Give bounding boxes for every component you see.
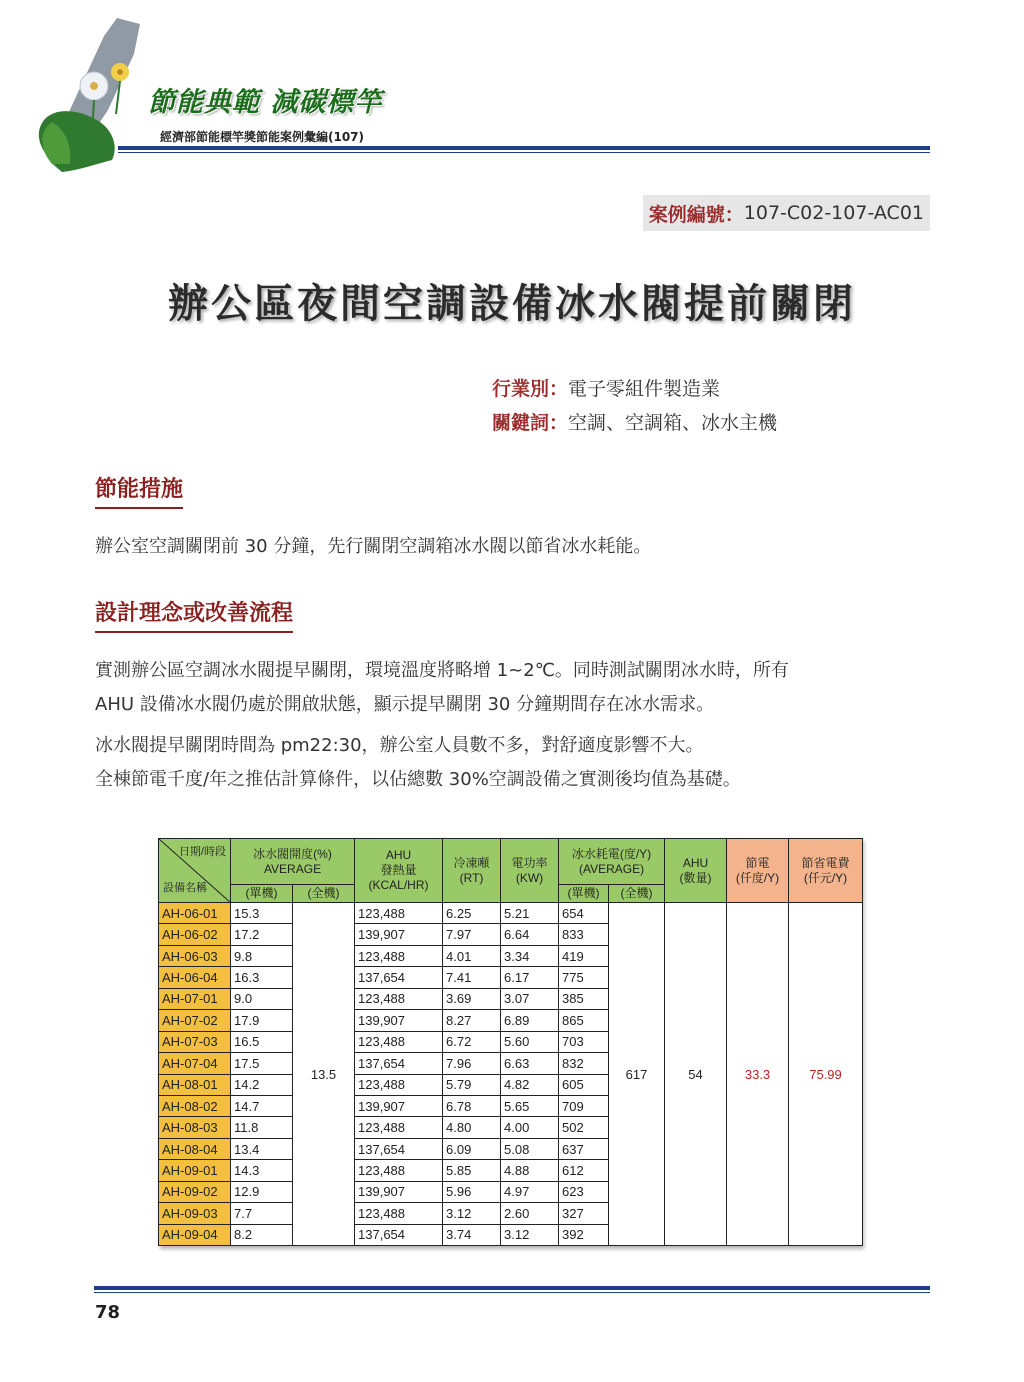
cost-cell: 75.99	[789, 903, 863, 1246]
valve-single-cell: 12.9	[231, 1181, 293, 1202]
kw-cell: 2.60	[501, 1203, 559, 1224]
row-id-cell: AH-09-01	[159, 1160, 231, 1181]
water-all-header: (全機)	[609, 885, 665, 903]
valve-all-header: (全機)	[293, 885, 355, 903]
ahu-heat-cell: 139,907	[355, 924, 443, 945]
water-single-cell: 832	[559, 1053, 609, 1074]
ahu-heat-cell: 139,907	[355, 1095, 443, 1116]
brand-title: 節能典範 減碳標竿	[148, 87, 383, 118]
kw-cell: 5.60	[501, 1031, 559, 1052]
kw-cell: 4.82	[501, 1074, 559, 1095]
table-row	[159, 903, 863, 924]
valve-single-cell: 8.2	[231, 1224, 293, 1245]
row-id-cell: AH-06-02	[159, 924, 231, 945]
kw-cell: 6.89	[501, 1010, 559, 1031]
valve-single-cell: 17.9	[231, 1010, 293, 1031]
ahu-count-header: AHU (數量)	[665, 839, 727, 903]
kw-cell: 4.88	[501, 1160, 559, 1181]
valve-single-cell: 14.3	[231, 1160, 293, 1181]
water-header: 冰水耗電(度/Y) (AVERAGE)	[559, 839, 665, 885]
kw-header: 電功率 (KW)	[501, 839, 559, 903]
corner-header	[159, 839, 231, 903]
valve-single-cell: 9.8	[231, 945, 293, 966]
ahu-heat-header: AHU 發熱量 (KCAL/HR)	[355, 839, 443, 903]
row-id-cell: AH-08-01	[159, 1074, 231, 1095]
kw-cell: 5.21	[501, 903, 559, 924]
rt-cell: 6.78	[443, 1095, 501, 1116]
rt-cell: 6.09	[443, 1138, 501, 1159]
design-line-4: 全棟節電千度/年之推估計算條件，以佔總數 30%空調設備之實測後均值為基礎。	[95, 769, 741, 790]
keywords-value: 空調、空調箱、冰水主機	[568, 412, 778, 434]
cost-header: 節省電費 (仟元/Y)	[789, 839, 863, 903]
kw-cell: 6.17	[501, 967, 559, 988]
row-id-cell: AH-07-01	[159, 988, 231, 1009]
header-divider-thin	[118, 152, 930, 153]
rt-cell: 3.74	[443, 1224, 501, 1245]
rt-cell: 4.80	[443, 1117, 501, 1138]
row-id-cell: AH-09-04	[159, 1224, 231, 1245]
header-divider	[118, 146, 930, 150]
page-number: 78	[95, 1302, 121, 1323]
ahu-heat-cell: 137,654	[355, 1053, 443, 1074]
water-single-cell: 709	[559, 1095, 609, 1116]
rt-cell: 6.25	[443, 903, 501, 924]
keywords-row	[492, 408, 777, 435]
ahu-heat-cell: 123,488	[355, 1031, 443, 1052]
rt-cell: 5.85	[443, 1160, 501, 1181]
brand-subtitle: 經濟部節能標竿獎節能案例彙編(107)	[160, 130, 365, 144]
row-id-cell: AH-06-03	[159, 945, 231, 966]
row-id-cell: AH-09-02	[159, 1181, 231, 1202]
data-table	[158, 838, 863, 1246]
rt-cell: 5.79	[443, 1074, 501, 1095]
ahu-heat-cell: 123,488	[355, 1203, 443, 1224]
valve-single-cell: 17.2	[231, 924, 293, 945]
water-single-cell: 385	[559, 988, 609, 1009]
water-all-cell: 617	[609, 903, 665, 1246]
rt-cell: 3.12	[443, 1203, 501, 1224]
rt-cell: 4.01	[443, 945, 501, 966]
valve-single-cell: 16.3	[231, 967, 293, 988]
valve-single-cell: 11.8	[231, 1117, 293, 1138]
kw-cell: 3.34	[501, 945, 559, 966]
valve-single-cell: 13.4	[231, 1138, 293, 1159]
ahu-heat-cell: 139,907	[355, 1010, 443, 1031]
design-line-1: 實測辦公區空調冰水閥提早關閉，環境溫度將略增 1~2℃。同時測試關閉冰水時，所有	[95, 660, 789, 681]
keywords-label: 關鍵詞：	[492, 412, 569, 434]
ahu-heat-cell: 123,488	[355, 1117, 443, 1138]
rt-header: 冷凍噸 (RT)	[443, 839, 501, 903]
saving-header: 節電 (仟度/Y)	[727, 839, 789, 903]
rt-cell: 8.27	[443, 1010, 501, 1031]
saving-cell: 33.3	[727, 903, 789, 1246]
kw-cell: 6.64	[501, 924, 559, 945]
measures-text: 辦公室空調關閉前 30 分鐘，先行關閉空調箱冰水閥以節省冰水耗能。	[95, 536, 652, 557]
kw-cell: 3.07	[501, 988, 559, 1009]
row-id-cell: AH-08-04	[159, 1138, 231, 1159]
water-single-cell: 703	[559, 1031, 609, 1052]
row-id-cell: AH-07-04	[159, 1053, 231, 1074]
row-id-cell: AH-06-04	[159, 967, 231, 988]
valve-single-header: (單機)	[231, 885, 293, 903]
kw-cell: 5.65	[501, 1095, 559, 1116]
rt-cell: 6.72	[443, 1031, 501, 1052]
ahu-heat-cell: 137,654	[355, 1138, 443, 1159]
ahu-heat-cell: 123,488	[355, 1160, 443, 1181]
water-single-cell: 833	[559, 924, 609, 945]
rt-cell: 5.96	[443, 1181, 501, 1202]
ahu-heat-cell: 137,654	[355, 1224, 443, 1245]
water-single-cell: 419	[559, 945, 609, 966]
valve-single-cell: 17.5	[231, 1053, 293, 1074]
ahu-count-cell: 54	[665, 903, 727, 1246]
valve-single-cell: 16.5	[231, 1031, 293, 1052]
table-body	[159, 903, 863, 1246]
ahu-heat-cell: 123,488	[355, 988, 443, 1009]
row-id-cell: AH-07-03	[159, 1031, 231, 1052]
ahu-heat-cell: 137,654	[355, 967, 443, 988]
valve-header: 冰水閥開度(%) AVERAGE	[231, 839, 355, 885]
section-heading-measures: 節能措施	[95, 472, 183, 509]
kw-cell: 5.08	[501, 1138, 559, 1159]
row-id-cell: AH-09-03	[159, 1203, 231, 1224]
data-table-wrapper	[158, 838, 862, 1246]
case-number-label: 案例編號：	[648, 203, 744, 226]
rt-cell: 7.41	[443, 967, 501, 988]
ahu-heat-cell: 123,488	[355, 903, 443, 924]
industry-row	[492, 374, 720, 401]
water-single-cell: 502	[559, 1117, 609, 1138]
valve-single-cell: 14.2	[231, 1074, 293, 1095]
ahu-heat-cell: 123,488	[355, 1074, 443, 1095]
water-single-cell: 327	[559, 1203, 609, 1224]
industry-label: 行業別：	[492, 378, 569, 400]
corner-bottom-label: 設備名稱	[163, 882, 207, 894]
design-line-2: AHU 設備冰水閥仍處於開啟狀態，顯示提早關閉 30 分鐘期間存在冰水需求。	[95, 694, 715, 715]
corner-top-label: 日期/時段	[178, 846, 226, 858]
kw-cell: 4.00	[501, 1117, 559, 1138]
ahu-heat-cell: 139,907	[355, 1181, 443, 1202]
section-heading-design: 設計理念或改善流程	[95, 596, 293, 633]
valve-all-cell: 13.5	[293, 903, 355, 1246]
page-title: 辦公區夜間空調設備冰水閥提前關閉	[168, 281, 856, 327]
case-number-box	[643, 195, 930, 231]
valve-single-cell: 9.0	[231, 988, 293, 1009]
ahu-heat-cell: 123,488	[355, 945, 443, 966]
valve-single-cell: 14.7	[231, 1095, 293, 1116]
water-single-cell: 392	[559, 1224, 609, 1245]
water-single-header: (單機)	[559, 885, 609, 903]
row-id-cell: AH-06-01	[159, 903, 231, 924]
design-line-3: 冰水閥提早關閉時間為 pm22:30，辦公室人員數不多，對舒適度影響不大。	[95, 735, 704, 756]
valve-single-cell: 7.7	[231, 1203, 293, 1224]
footer-divider	[94, 1286, 930, 1290]
water-single-cell: 605	[559, 1074, 609, 1095]
water-single-cell: 865	[559, 1010, 609, 1031]
valve-single-cell: 15.3	[231, 903, 293, 924]
rt-cell: 7.97	[443, 924, 501, 945]
case-number-value: 107-C02-107-AC01	[743, 202, 924, 224]
water-single-cell: 775	[559, 967, 609, 988]
water-single-cell: 654	[559, 903, 609, 924]
industry-value: 電子零組件製造業	[568, 378, 721, 400]
rt-cell: 7.96	[443, 1053, 501, 1074]
rt-cell: 3.69	[443, 988, 501, 1009]
row-id-cell: AH-07-02	[159, 1010, 231, 1031]
kw-cell: 3.12	[501, 1224, 559, 1245]
row-id-cell: AH-08-02	[159, 1095, 231, 1116]
water-single-cell: 612	[559, 1160, 609, 1181]
footer-divider-thin	[94, 1292, 930, 1293]
water-single-cell: 637	[559, 1138, 609, 1159]
kw-cell: 4.97	[501, 1181, 559, 1202]
row-id-cell: AH-08-03	[159, 1117, 231, 1138]
kw-cell: 6.63	[501, 1053, 559, 1074]
water-single-cell: 623	[559, 1181, 609, 1202]
